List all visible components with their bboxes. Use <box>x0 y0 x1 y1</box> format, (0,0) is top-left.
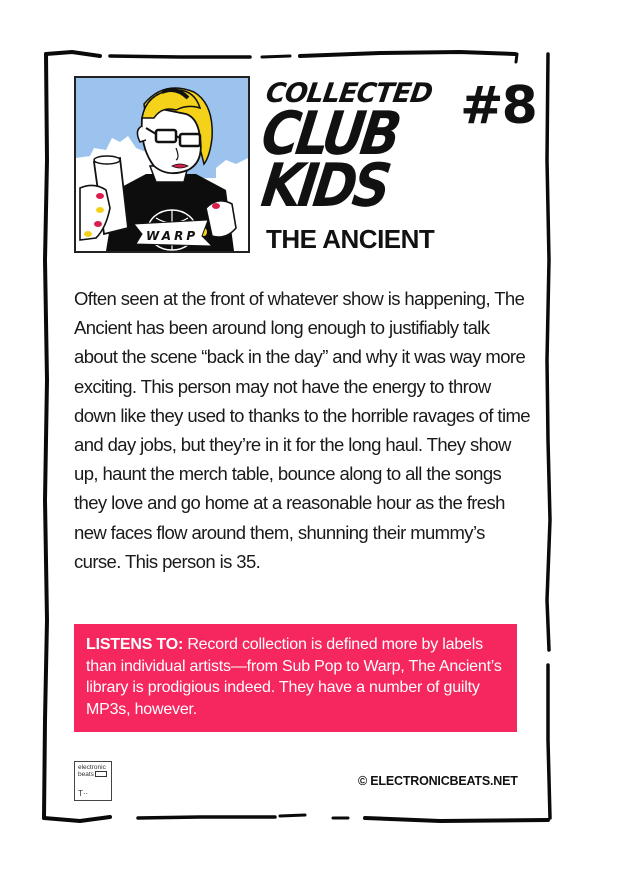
listens-to-box <box>74 624 517 732</box>
svg-text:WARP: WARP <box>146 229 199 243</box>
logo-line-electronic: electronic <box>78 764 106 771</box>
character-description: Often seen at the front of whatever show is happening, The Ancient has been around long enough to justifiably talk about the scene “back in the day” and why it was way more exciting. This person may not have the energy to throw down like they used to thanks to the horrible ravages of time and day jobs, but they’re in it for the long haul. They show up, haunt the merch table, bounce along to all the songs they love and go home at a reasonable hour as the fresh new faces flow around them, shunning their mummy’s curse. This person is 35. <box>74 288 530 572</box>
character-portrait-icon <box>76 78 248 251</box>
character-illustration <box>74 76 250 253</box>
logo-line-beats: beats <box>78 771 94 778</box>
copyright-text: © ELECTRONICBEATS.NET <box>358 774 518 788</box>
series-title-collected: COLLECTED <box>263 78 434 109</box>
character-name: THE ANCIENT <box>266 224 435 254</box>
series-title-club: CLUB <box>257 99 402 169</box>
listens-to-label: LISTENS TO: <box>86 636 184 653</box>
card-number: #8 <box>460 76 536 136</box>
series-title-kids: KIDS <box>257 151 392 221</box>
electronic-beats-logo <box>74 761 112 801</box>
listens-to-text: Record collection is defined more by labels than individual artists—from Sub Pop to Warp, The Ancient’s library is prodigious indeed. They have a number of guilty MP3s, however. <box>86 636 502 718</box>
series-title <box>257 78 446 221</box>
beats-box-icon <box>95 771 107 777</box>
telekom-icon: T·· <box>78 789 89 798</box>
